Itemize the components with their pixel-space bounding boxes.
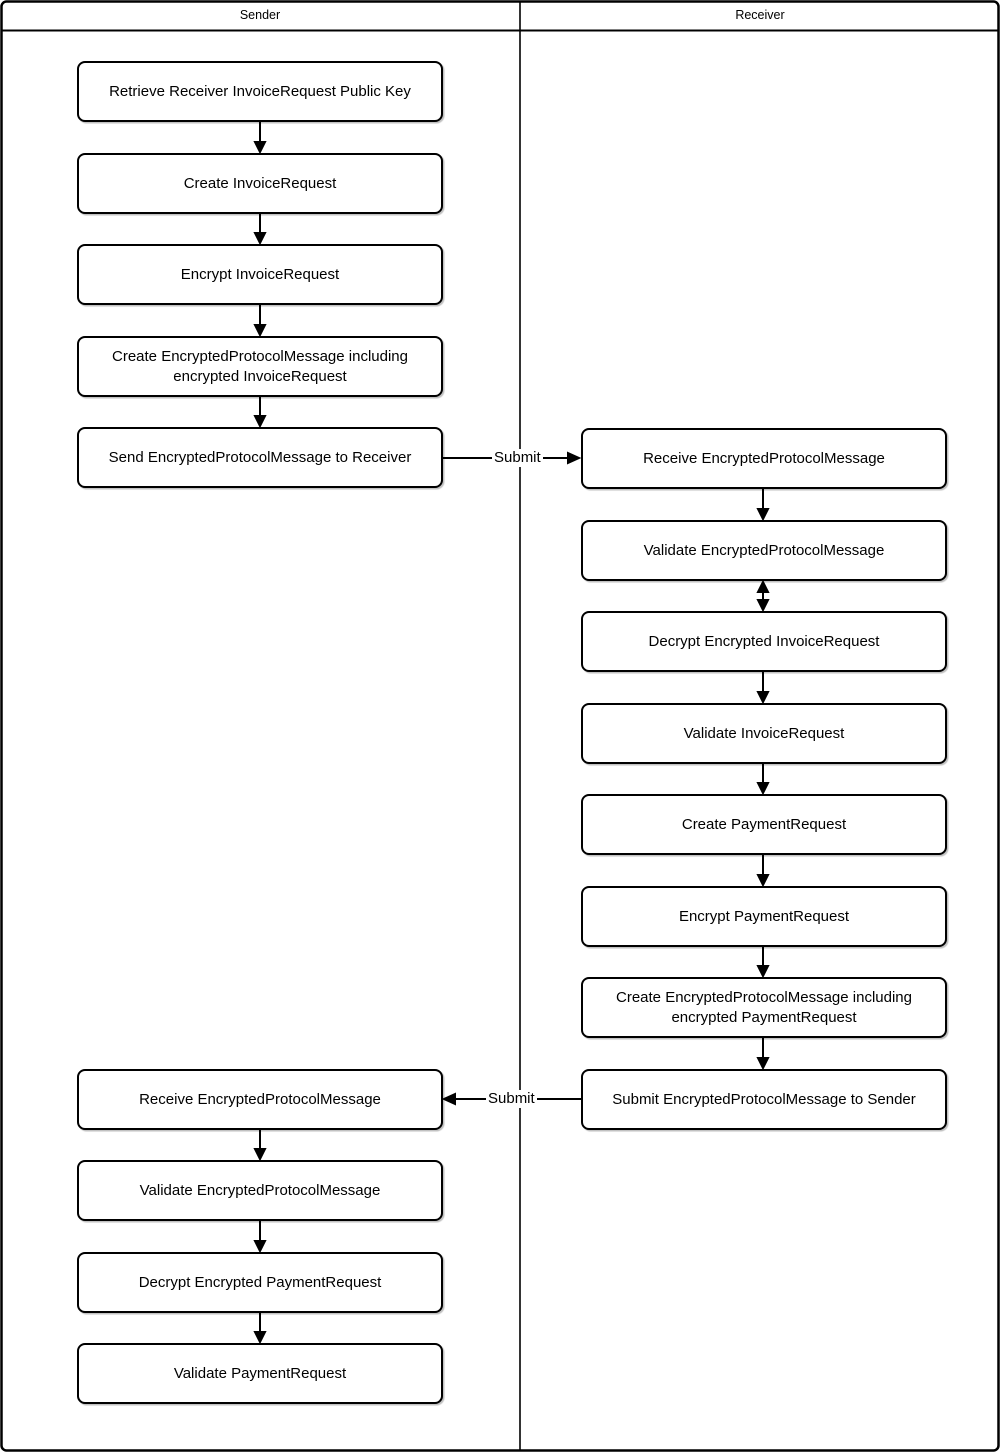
connector-sender-7-8 — [255, 1221, 265, 1251]
node-retrieve-receiver-public-key: Retrieve Receiver InvoiceRequest Public Key — [77, 61, 443, 122]
connector-sender-6-7 — [255, 1130, 265, 1159]
node-send-encryptedprotocolmessage: Send EncryptedProtocolMessage to Receiver — [77, 427, 443, 488]
connector-receiver-4-5 — [758, 764, 768, 793]
node-create-paymentrequest: Create PaymentRequest — [581, 794, 947, 855]
node-receiver-validate-encryptedprotocolmessage: Validate EncryptedProtocolMessage — [581, 520, 947, 581]
connector-receiver-6-7 — [758, 947, 768, 976]
connector-receiver-7-8 — [758, 1038, 768, 1068]
edge-label-submit-forward: Submit — [494, 449, 541, 466]
connector-receiver-5-6 — [758, 855, 768, 885]
edge-label-submit-return: Submit — [488, 1090, 535, 1107]
connector-receiver-2-3-double — [758, 582, 768, 610]
node-validate-invoicerequest: Validate InvoiceRequest — [581, 703, 947, 764]
connector-sender-3-4 — [255, 305, 265, 335]
lane-header-receiver: Receiver — [735, 8, 785, 22]
node-submit-encryptedprotocolmessage: Submit EncryptedProtocolMessage to Sender — [581, 1069, 947, 1130]
node-receiver-receive-encryptedprotocolmessage: Receive EncryptedProtocolMessage — [581, 428, 947, 489]
node-create-invoicerequest: Create InvoiceRequest — [77, 153, 443, 214]
connector-sender-2-3 — [255, 214, 265, 243]
node-create-encryptedprotocolmessage-paymentrequest: Create EncryptedProtocolMessage including encrypted PaymentRequest — [581, 977, 947, 1038]
connector-sender-8-9 — [255, 1313, 265, 1342]
node-sender-validate-encryptedprotocolmessage: Validate EncryptedProtocolMessage — [77, 1160, 443, 1221]
node-decrypt-encrypted-invoicerequest: Decrypt Encrypted InvoiceRequest — [581, 611, 947, 672]
node-sender-receive-encryptedprotocolmessage: Receive EncryptedProtocolMessage — [77, 1069, 443, 1130]
connector-sender-1-2 — [255, 122, 265, 152]
connector-receiver-1-2 — [758, 489, 768, 519]
node-encrypt-paymentrequest: Encrypt PaymentRequest — [581, 886, 947, 947]
node-validate-paymentrequest: Validate PaymentRequest — [77, 1343, 443, 1404]
node-decrypt-encrypted-paymentrequest: Decrypt Encrypted PaymentRequest — [77, 1252, 443, 1313]
lane-header-sender: Sender — [239, 8, 281, 22]
connector-receiver-3-4 — [758, 672, 768, 702]
node-encrypt-invoicerequest: Encrypt InvoiceRequest — [77, 244, 443, 305]
connector-sender-4-5 — [255, 397, 265, 426]
node-create-encryptedprotocolmessage-invoicerequest: Create EncryptedProtocolMessage including encrypted InvoiceRequest — [77, 336, 443, 397]
